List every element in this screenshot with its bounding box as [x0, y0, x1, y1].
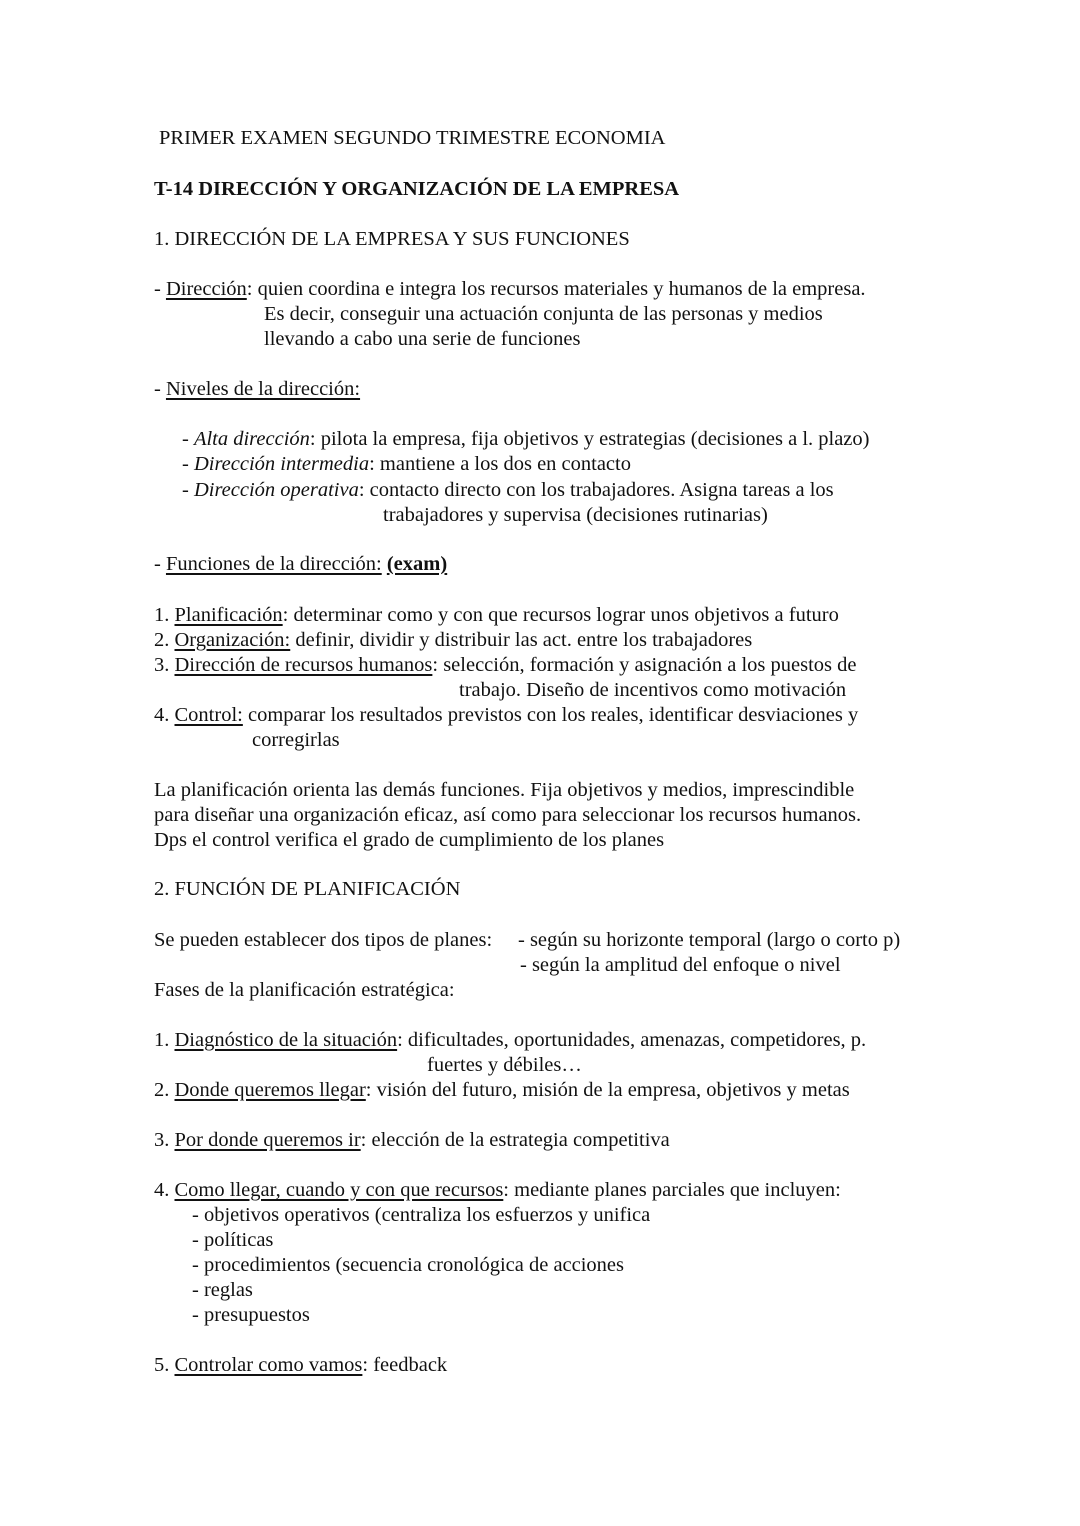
- nivel-operativa-line-2: trabajadores y supervisa (decisiones rutinarias): [383, 504, 768, 526]
- list-item: - presupuestos: [192, 1304, 310, 1326]
- direccion-term: Dirección: [165, 278, 247, 300]
- unit-title: T-14 DIRECCIÓN Y ORGANIZACIÓN DE LA EMPRESA: [154, 178, 680, 200]
- fase-por-donde-ir: 3. Por donde queremos ir: elección de la estrategia competitiva: [154, 1129, 670, 1151]
- direccion-line-3: llevando a cabo una serie de funciones: [264, 328, 581, 350]
- exam-title: PRIMER EXAMEN SEGUNDO TRIMESTRE ECONOMIA: [159, 127, 666, 149]
- nivel-alta: - Alta dirección: pilota la empresa, fija objetivos y estrategias (decisiones a l. plazo): [182, 428, 870, 450]
- summary-paragraph-line-2: para diseñar una organización eficaz, así como para seleccionar los recursos humanos.: [154, 804, 862, 826]
- funcion-control: 4. Control: comparar los resultados previstos con los reales, identificar desviaciones y: [154, 704, 859, 726]
- tipo-plan-2: - según la amplitud del enfoque o nivel: [520, 954, 841, 976]
- direccion-line-2: Es decir, conseguir una actuación conjunta de las personas y medios: [264, 303, 823, 325]
- tipos-planes: Se pueden establecer dos tipos de planes:: [154, 929, 493, 951]
- fase-como-llegar: 4. Como llegar, cuando y con que recursos: mediante planes parciales que incluyen:: [154, 1179, 841, 1201]
- section-2-heading: 2. FUNCIÓN DE PLANIFICACIÓN: [154, 878, 461, 900]
- funciones-heading: - Funciones de la dirección: (exam): [154, 553, 448, 575]
- nivel-operativa: - Dirección operativa: contacto directo con los trabajadores. Asigna tareas a los: [182, 479, 834, 501]
- fase-donde-llegar: 2. Donde queremos llegar: visión del futuro, misión de la empresa, objetivos y metas: [154, 1079, 850, 1101]
- fases-heading: Fases de la planificación estratégica:: [154, 979, 455, 1001]
- funcion-planificacion: 1. Planificación: determinar como y con que recursos lograr unos objetivos a futuro: [154, 604, 839, 626]
- funcion-rrhh: 3. Dirección de recursos humanos: selección, formación y asignación a los puestos de: [154, 654, 857, 676]
- section-1-heading: 1. DIRECCIÓN DE LA EMPRESA Y SUS FUNCIONES: [154, 228, 630, 250]
- tipo-plan-1: - según su horizonte temporal (largo o corto p): [518, 929, 901, 951]
- list-item: - procedimientos (secuencia cronológica de acciones: [192, 1254, 625, 1276]
- fase-controlar: 5. Controlar como vamos: feedback: [154, 1354, 448, 1376]
- funcion-rrhh-line-2: trabajo. Diseño de incentivos como motivación: [459, 679, 847, 701]
- fase-diagnostico-line-2: fuertes y débiles…: [427, 1054, 582, 1076]
- direccion-definition: - Dirección: quien coordina e integra los recursos materiales y humanos de la empresa.: [154, 278, 866, 300]
- list-item: - políticas: [192, 1229, 274, 1251]
- niveles-heading: - Niveles de la dirección:: [154, 378, 361, 400]
- exam-tag: (exam): [386, 553, 448, 575]
- funcion-organizacion: 2. Organización: definir, dividir y distribuir las act. entre los trabajadores: [154, 629, 753, 651]
- nivel-intermedia: - Dirección intermedia: mantiene a los dos en contacto: [182, 453, 631, 475]
- list-item: - reglas: [192, 1279, 253, 1301]
- fase-diagnostico: 1. Diagnóstico de la situación: dificultades, oportunidades, amenazas, competidores, p.: [154, 1029, 867, 1051]
- list-item: - objetivos operativos (centraliza los esfuerzos y unifica: [192, 1204, 651, 1226]
- funcion-control-line-2: corregirlas: [252, 729, 340, 751]
- summary-paragraph-line-1: La planificación orienta las demás funciones. Fija objetivos y medios, imprescindible: [154, 779, 855, 801]
- summary-paragraph-line-3: Dps el control verifica el grado de cumplimiento de los planes: [154, 829, 665, 851]
